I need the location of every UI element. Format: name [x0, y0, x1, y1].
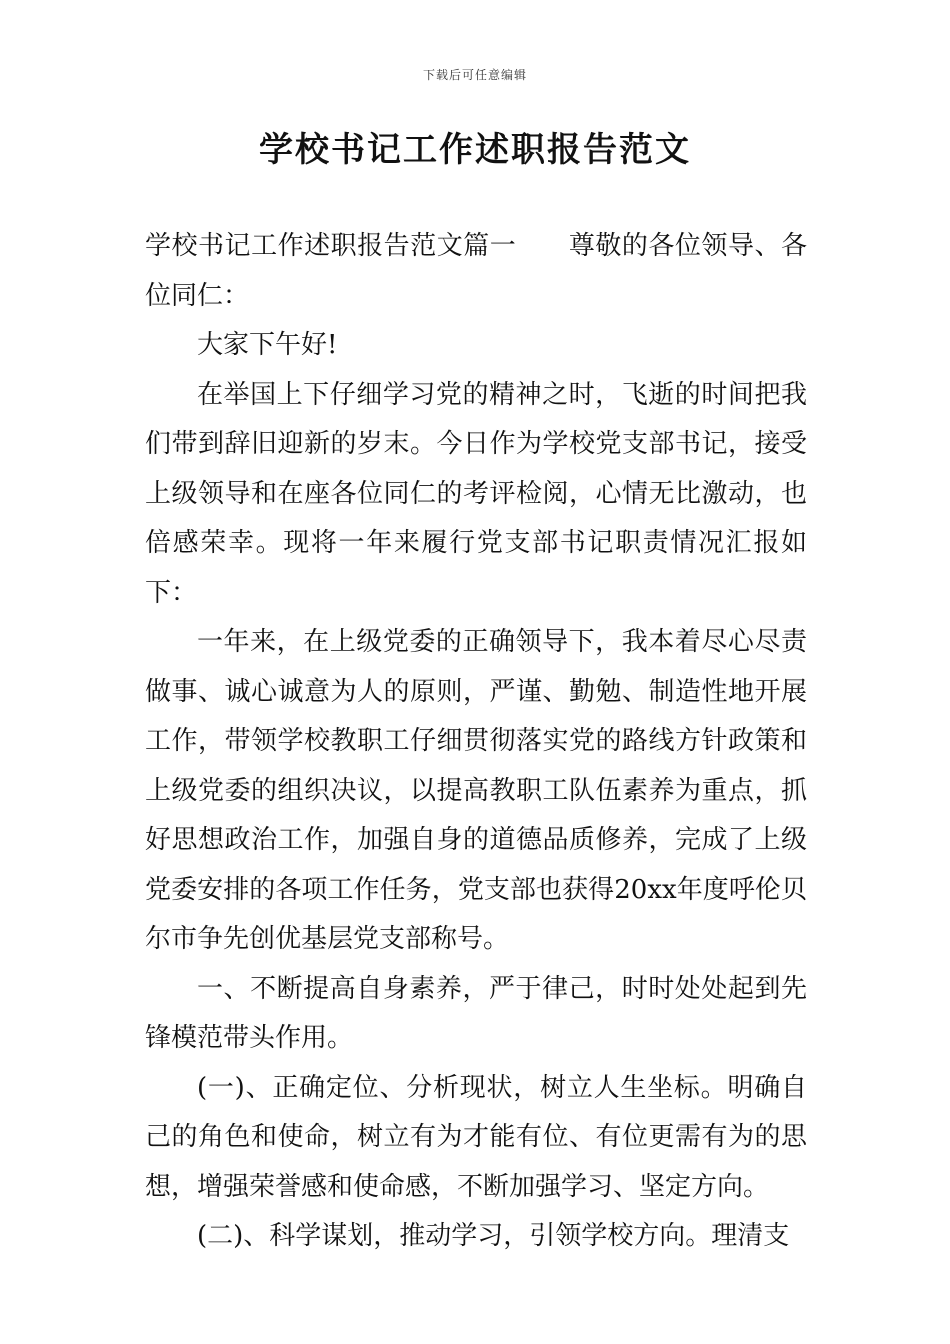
- section-label: 学校书记工作述职报告范文篇一: [145, 231, 517, 261]
- opening-paragraph: [145, 222, 807, 321]
- section-heading-one: 一、不断提高自身素养，严于律己，时时处处起到先锋模范带头作用。: [145, 973, 807, 1053]
- salutation: 尊敬的各位领导、各位同仁：: [145, 231, 807, 311]
- summary-paragraph: 一年来，在上级党委的正确领导下，我本着尽心尽责做事、诚心诚意为人的原则，严谨、勤勉、制造性地开展工作，带领学校教职工仔细贯彻落实党的路线方针政策和上级党委的组织决议，以提高教职工队伍素养为重点，抓好思想政治工作，加强自身的道德品质修养，完成了上级党委安排的各项工作任务，党支部也获得20xx年度呼伦贝尔市争先创优基层党支部称号。: [145, 627, 807, 954]
- subsection-one-paragraph: (一)、正确定位、分析现状，树立人生坐标。明确自己的角色和使命，树立有为才能有位、有位更需有为的思想，增强荣誉感和使命感，不断加强学习、坚定方向。: [145, 1072, 807, 1202]
- document-body: [145, 222, 807, 1262]
- intro-paragraph: 在举国上下仔细学习党的精神之时，飞逝的时间把我们带到辞旧迎新的岁末。今日作为学校党支部书记，接受上级领导和在座各位同仁的考评检阅，心情无比激动，也倍感荣幸。现将一年来履行党支部书记职责情况汇报如下：: [145, 379, 807, 608]
- document-title: 学校书记工作述职报告范文: [259, 130, 691, 170]
- subsection-two-paragraph: (二)、科学谋划，推动学习，引领学校方向。理清支: [197, 1221, 790, 1251]
- greeting-paragraph: 大家下午好!: [197, 330, 338, 360]
- header-note: 下载后可任意编辑: [422, 68, 527, 82]
